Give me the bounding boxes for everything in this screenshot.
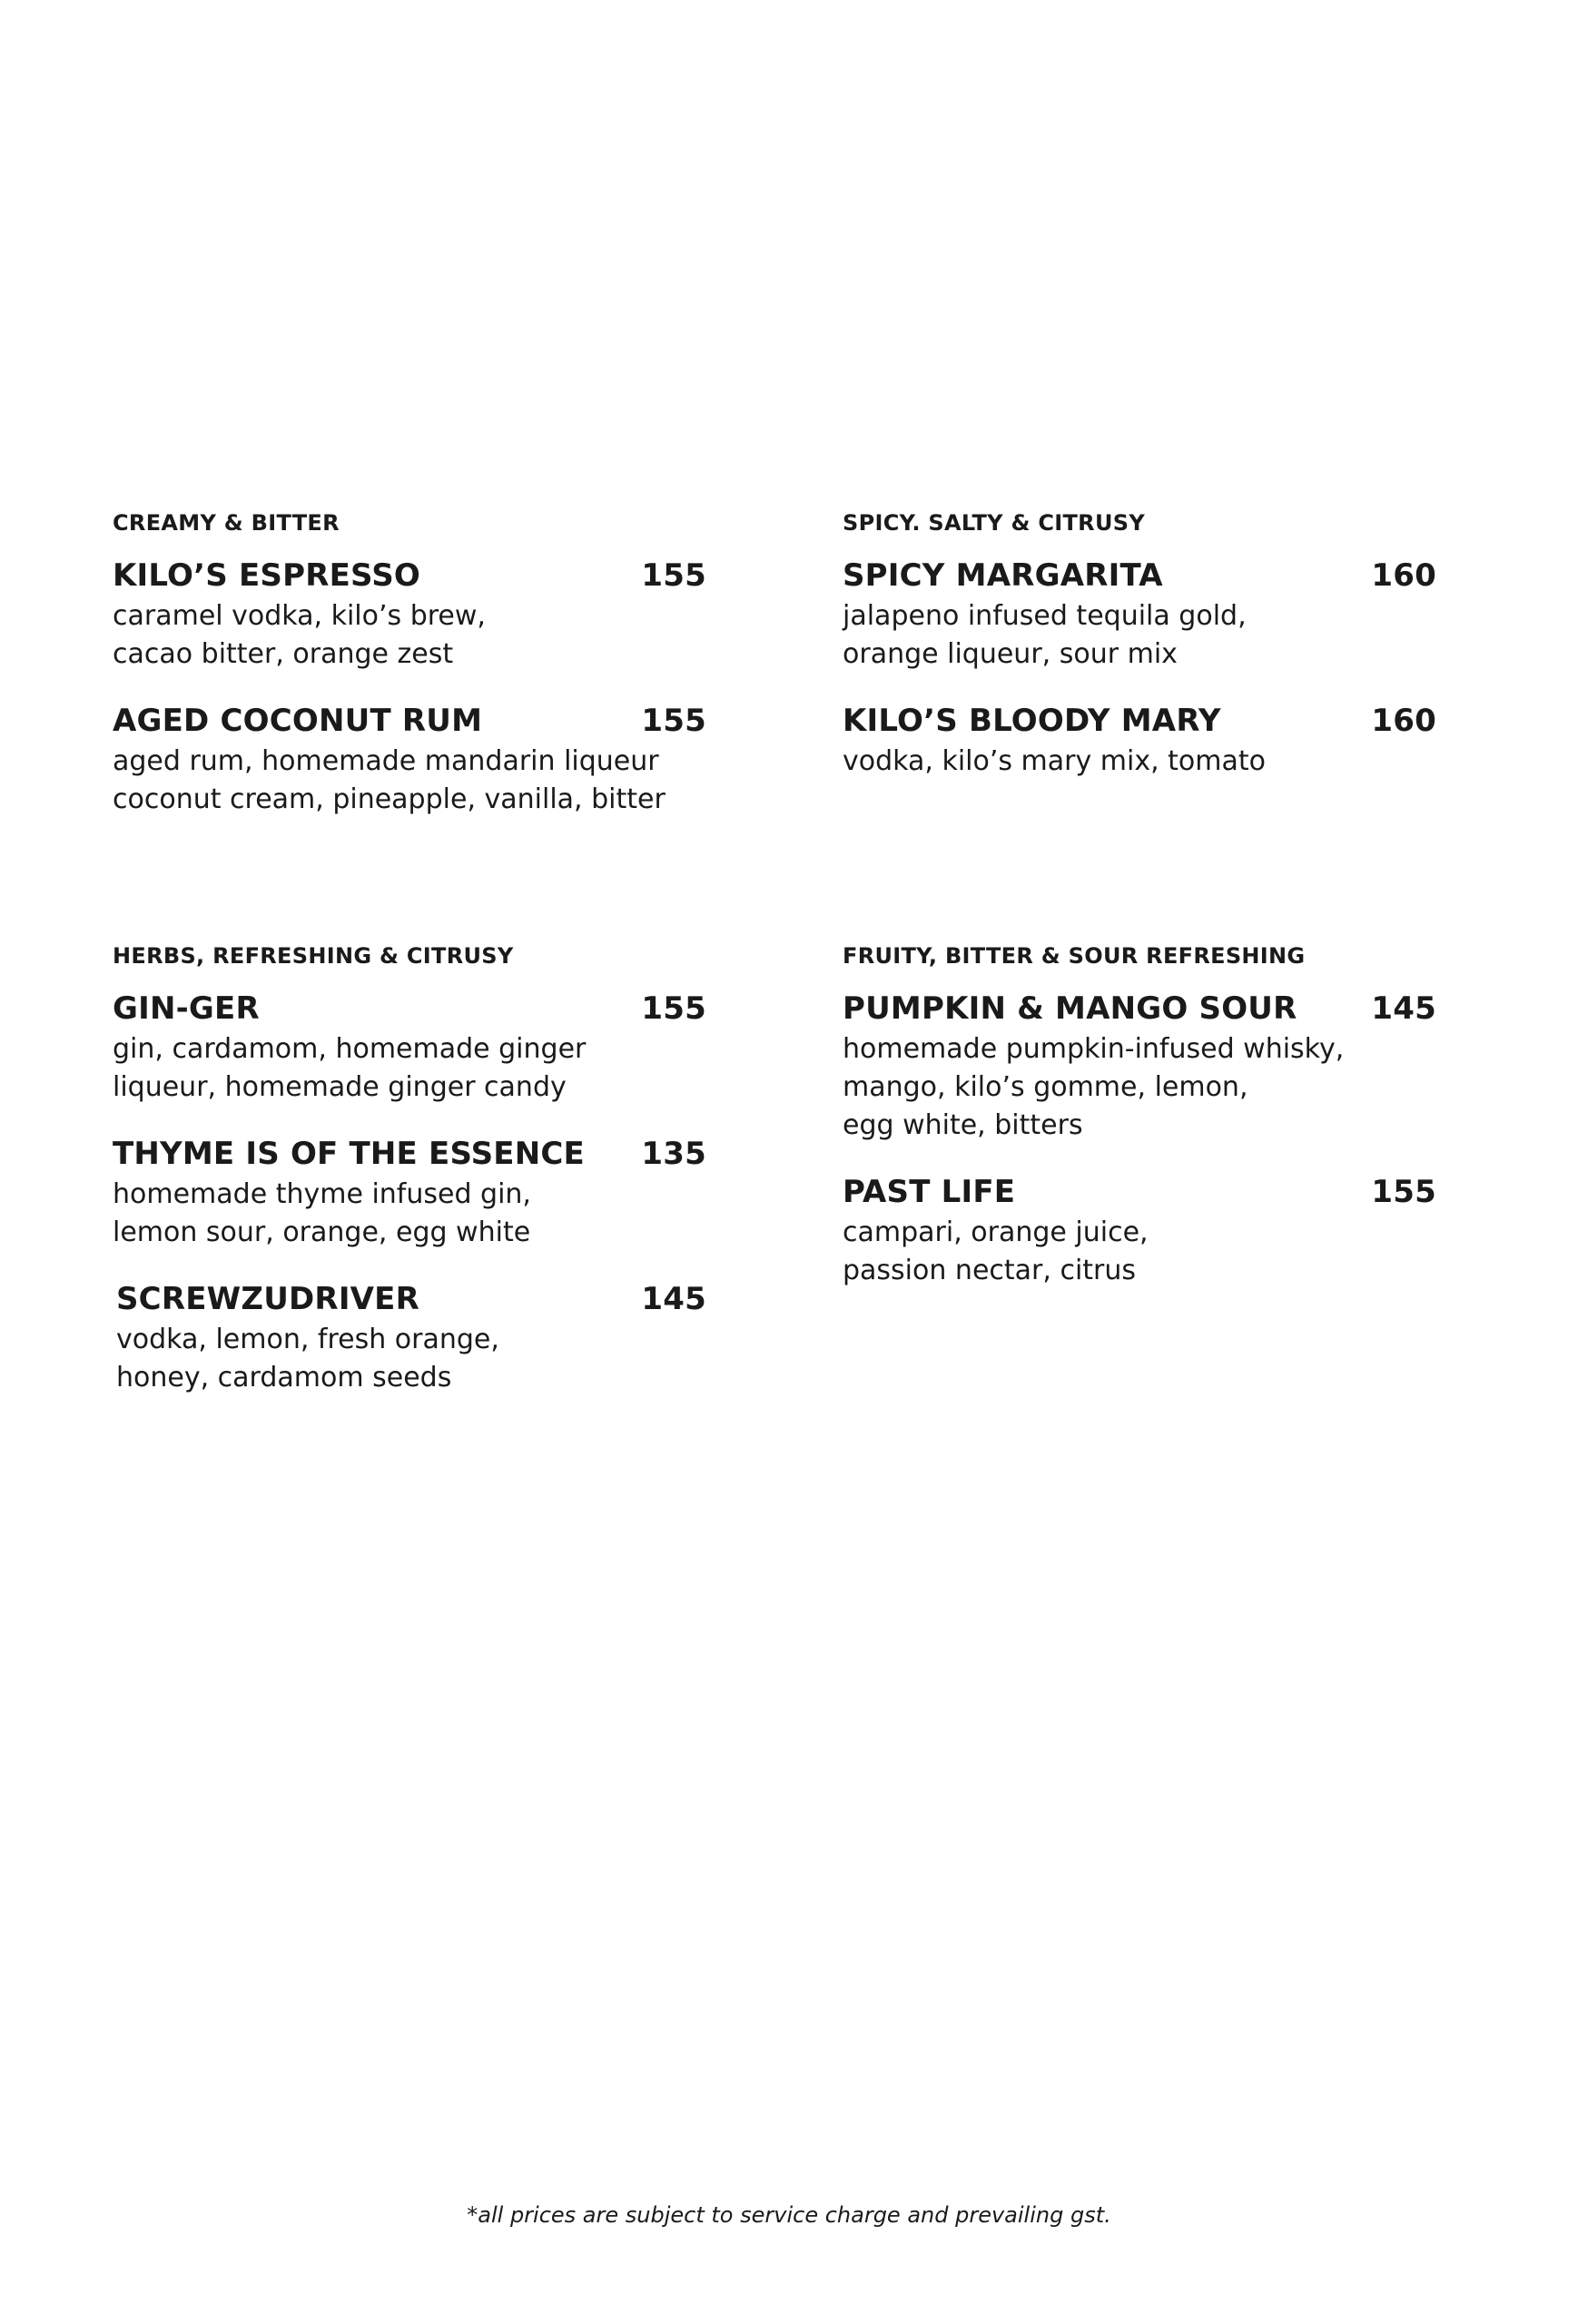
item-price: 155 [641, 703, 706, 739]
menu-item-aged-coconut-rum [113, 701, 706, 819]
menu-section-fruity-bitter-sour-refreshing [843, 941, 1436, 1317]
item-name: KILO’S BLOODY MARY [843, 703, 1221, 739]
item-name: GIN-GER [113, 990, 260, 1027]
menu-item-gin-ger [113, 989, 706, 1107]
menu-item-kilos-bloody-mary [843, 701, 1436, 781]
menu-item-spicy-margarita [843, 556, 1436, 674]
menu-section-creamy-bitter [113, 508, 706, 846]
item-name: THYME IS OF THE ESSENCE [113, 1136, 585, 1172]
item-price: 155 [1371, 1174, 1436, 1210]
section-title: HERBS, REFRESHING & CITRUSY [113, 943, 514, 969]
item-desc-line: caramel vodka, kilo’s brew, [113, 600, 486, 632]
item-desc-line: orange liqueur, sour mix [843, 638, 1178, 670]
item-name: SCREWZUDRIVER [116, 1281, 419, 1317]
item-name: PUMPKIN & MANGO SOUR [843, 990, 1297, 1027]
item-desc-line: coconut cream, pineapple, vanilla, bitter [113, 783, 666, 815]
item-price: 145 [1371, 990, 1436, 1027]
item-price: 160 [1371, 703, 1436, 739]
item-name: KILO’S ESPRESSO [113, 557, 420, 594]
section-title: CREAMY & BITTER [113, 510, 340, 536]
menu-section-spicy-salty-citrusy [843, 508, 1436, 808]
item-price: 145 [641, 1281, 706, 1317]
item-desc-line: honey, cardamom seeds [116, 1362, 452, 1393]
item-desc-line: vodka, lemon, fresh orange, [116, 1324, 499, 1355]
item-desc-line: campari, orange juice, [843, 1216, 1149, 1248]
menu-item-pumpkin-mango-sour [843, 989, 1436, 1145]
item-desc-line: homemade pumpkin-infused whisky, [843, 1033, 1345, 1065]
menu-item-past-life [843, 1172, 1436, 1290]
menu-section-herbs-refreshing-citrusy [113, 941, 706, 1424]
section-title: FRUITY, BITTER & SOUR REFRESHING [843, 943, 1306, 969]
item-price: 135 [641, 1136, 706, 1172]
item-price: 155 [641, 990, 706, 1027]
item-desc-line: gin, cardamom, homemade ginger [113, 1033, 587, 1065]
section-title: SPICY. SALTY & CITRUSY [843, 510, 1146, 536]
item-name: PAST LIFE [843, 1174, 1016, 1210]
item-price: 160 [1371, 557, 1436, 594]
menu-item-thyme-is-of-the-essence [113, 1134, 706, 1252]
item-desc-line: mango, kilo’s gomme, lemon, [843, 1071, 1248, 1103]
item-price: 155 [641, 557, 706, 594]
item-name: AGED COCONUT RUM [113, 703, 483, 739]
item-desc-line: homemade thyme infused gin, [113, 1178, 531, 1210]
item-desc-line: cacao bitter, orange zest [113, 638, 454, 670]
item-desc-line: vodka, kilo’s mary mix, tomato [843, 745, 1267, 777]
menu-item-screwzudriver [116, 1279, 706, 1397]
item-desc-line: lemon sour, orange, egg white [113, 1216, 531, 1248]
footer-note: *all prices are subject to service charge and prevailing gst. [467, 2202, 1111, 2228]
item-desc-line: egg white, bitters [843, 1109, 1083, 1141]
item-desc-line: aged rum, homemade mandarin liqueur [113, 745, 659, 777]
item-desc-line: jalapeno infused tequila gold, [843, 600, 1247, 632]
item-desc-line: passion nectar, citrus [843, 1255, 1137, 1286]
item-desc-line: liqueur, homemade ginger candy [113, 1071, 567, 1103]
item-name: SPICY MARGARITA [843, 557, 1163, 594]
menu-item-kilos-espresso [113, 556, 706, 674]
